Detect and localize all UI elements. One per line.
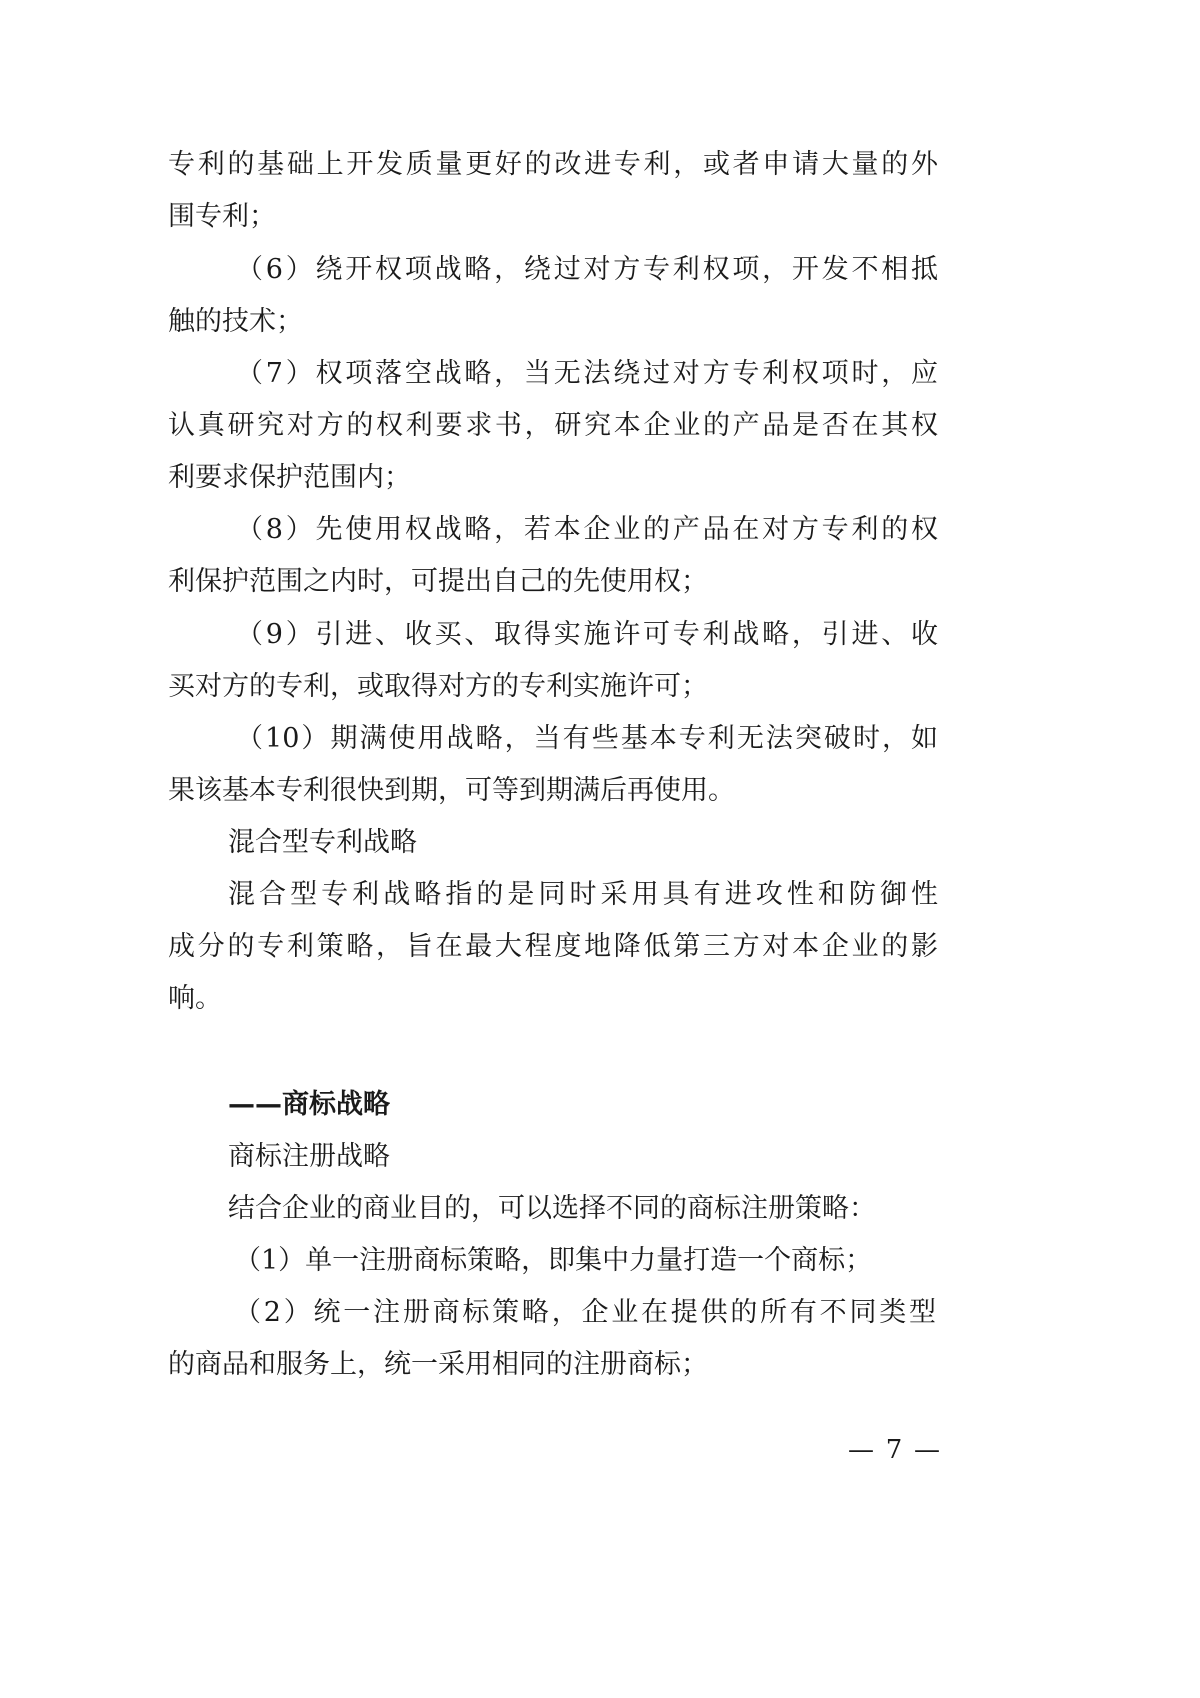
subheading-hybrid-patent-strategy: 混合型专利战略	[228, 827, 417, 858]
body-text-line: 混合型专利战略指的是同时采用具有进攻性和防御性	[228, 879, 938, 910]
list-item-2: （2）统一注册商标策略，企业在提供的所有不同类型	[234, 1297, 936, 1328]
list-item-8: （8）先使用权战略，若本企业的产品在对方专利的权	[236, 514, 938, 545]
list-item-7: （7）权项落空战略，当无法绕过对方专利权项时，应	[236, 358, 938, 389]
subheading-trademark-registration: 商标注册战略	[228, 1141, 390, 1172]
body-text-line: 触的技术；	[168, 306, 303, 337]
body-text-line: 专利的基础上开发质量更好的改进专利，或者申请大量的外	[168, 149, 938, 180]
section-heading-trademark-strategy: ——商标战略	[228, 1089, 390, 1120]
body-text-line: 利要求保护范围内；	[168, 462, 411, 493]
body-text-line: 响。	[168, 983, 222, 1014]
body-text-line: 结合企业的商业目的，可以选择不同的商标注册策略：	[228, 1193, 876, 1224]
body-text-line: 果该基本专利很快到期，可等到期满后再使用。	[168, 775, 735, 806]
list-item-10: （10）期满使用战略，当有些基本专利无法突破时，如	[236, 723, 938, 754]
body-text-line: 成分的专利策略，旨在最大程度地降低第三方对本企业的影	[168, 931, 938, 962]
list-item-6: （6）绕开权项战略，绕过对方专利权项，开发不相抵	[236, 254, 938, 285]
page-number: — 7 —	[848, 1435, 940, 1465]
list-item-9: （9）引进、收买、取得实施许可专利战略，引进、收	[236, 619, 938, 650]
list-item-1: （1）单一注册商标策略，即集中力量打造一个商标；	[234, 1245, 873, 1276]
body-text-line: 利保护范围之内时，可提出自己的先使用权；	[168, 566, 708, 597]
body-text-line: 认真研究对方的权利要求书，研究本企业的产品是否在其权	[168, 410, 938, 441]
body-text-line: 的商品和服务上，统一采用相同的注册商标；	[168, 1349, 708, 1380]
body-text-line: 围专利；	[168, 201, 276, 232]
body-text-line: 买对方的专利，或取得对方的专利实施许可；	[168, 671, 708, 702]
